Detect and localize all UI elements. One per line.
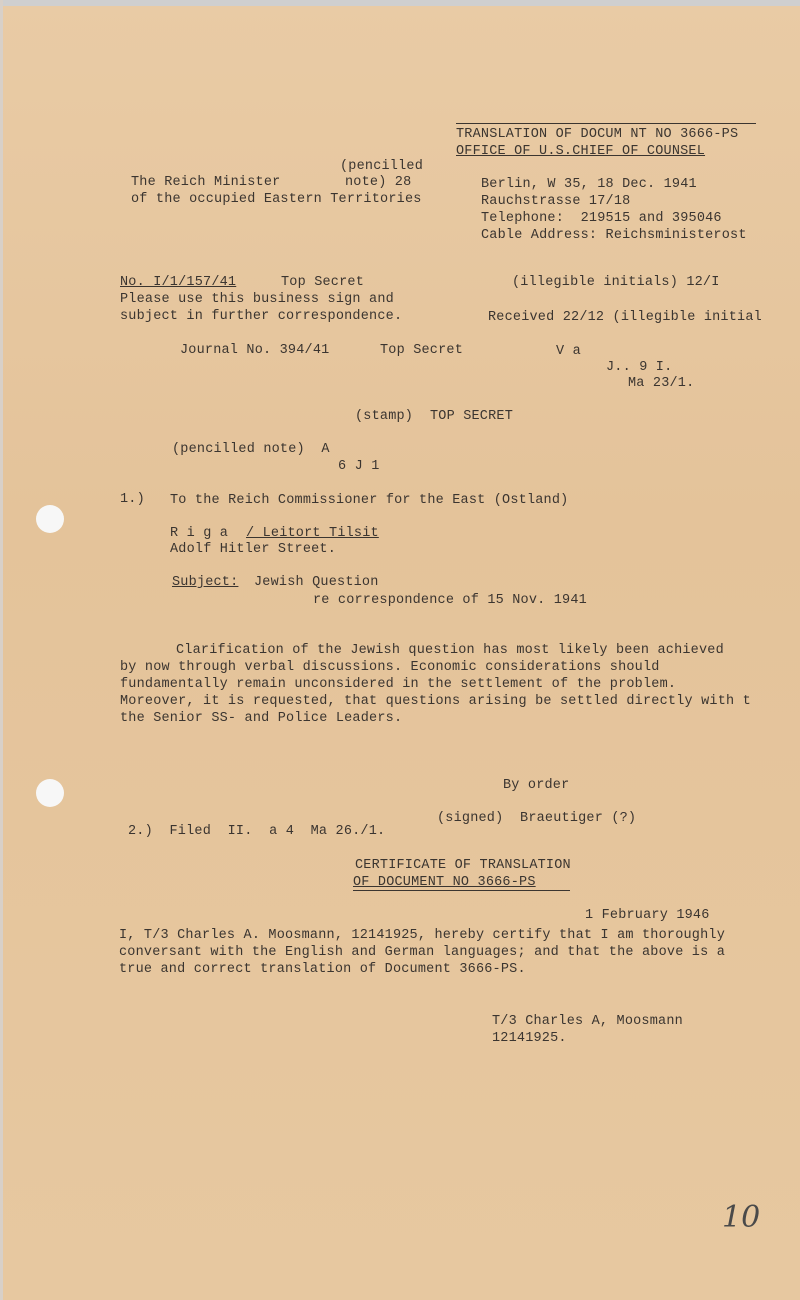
journal-number: Journal No. 394/41 (180, 343, 330, 358)
address-line-4: Cable Address: Reichsministerost (481, 228, 747, 243)
certificate-line-1: I, T/3 Charles A. Moosmann, 12141925, hereby certify that I am thoroughly (119, 928, 725, 943)
pencilled-note: note) 28 (345, 175, 412, 190)
recipient-line-1: To the Reich Commissioner for the East (Ostland) (170, 493, 569, 508)
signed-line: (signed) Braeutiger (?) (437, 811, 637, 826)
address-line-2: Rauchstrasse 17/18 (481, 194, 631, 209)
reference-initials: (illegible initials) 12/I (512, 275, 720, 290)
recipient-number: 1.) (120, 492, 145, 507)
pencilled-label: (pencilled (340, 159, 424, 174)
body-line-5: the Senior SS- and Police Leaders. (120, 711, 403, 726)
address-line-1: Berlin, W 35, 18 Dec. 1941 (481, 177, 697, 192)
translator-number: 12141925. (492, 1031, 567, 1046)
certificate-date: 1 February 1946 (585, 908, 710, 923)
body-line-1: Clarification of the Jewish question has most likely been achieved (176, 643, 724, 658)
certificate-line-2: conversant with the English and German languages; and that the above is a (119, 945, 725, 960)
subject-line-1: Jewish Question (254, 575, 379, 590)
by-order: By order (503, 778, 570, 793)
filed-line: 2.) Filed II. a 4 Ma 26./1. (128, 824, 386, 839)
subject-line-2: re correspondence of 15 Nov. 1941 (313, 593, 587, 608)
reference-instruction-2: subject in further correspondence. (120, 309, 403, 324)
address-line-3: Telephone: 219515 and 395046 (481, 211, 722, 226)
certificate-title-2: OF DOCUMENT NO 3666-PS (353, 875, 536, 890)
reference-classification: Top Secret (281, 275, 365, 290)
reference-instruction-1: Please use this business sign and (120, 292, 394, 307)
body-line-3: fundamentally remain unconsidered in the settlement of the problem. (120, 677, 677, 692)
translation-line: TRANSLATION OF DOCUM NT NO 3666-PS (456, 127, 739, 142)
pencil-note-line-1: (pencilled note) A (172, 442, 330, 457)
journal-j9: J.. 9 I. (606, 360, 673, 375)
translator-name: T/3 Charles A, Moosmann (492, 1014, 683, 1029)
office-line: OFFICE OF U.S.CHIEF OF COUNSEL (456, 144, 706, 159)
certificate-title-1: CERTIFICATE OF TRANSLATION (355, 858, 571, 873)
header-rule (456, 123, 756, 124)
scan-top-edge (0, 0, 800, 6)
body-line-4: Moreover, it is requested, that questions arising be settled directly with t (120, 694, 751, 709)
journal-ma: Ma 23/1. (628, 376, 695, 391)
certificate-line-3: true and correct translation of Document 3666-PS. (119, 962, 526, 977)
certificate-rule (353, 890, 570, 891)
recipient-riga: R i g a (170, 526, 229, 541)
journal-classification: Top Secret (380, 343, 464, 358)
punch-hole-top (36, 505, 64, 533)
sender-line-2: of the occupied Eastern Territories (131, 192, 422, 207)
stamp-text: TOP SECRET (430, 409, 514, 424)
body-line-2: by now through verbal discussions. Economic considerations should (120, 660, 660, 675)
reference-received: Received 22/12 (illegible initial (488, 310, 762, 325)
sender-line-1: The Reich Minister (131, 175, 281, 190)
stamp-label: (stamp) (355, 409, 414, 424)
subject-label: Subject: (172, 575, 239, 590)
page-number-mark: 10 (722, 1200, 761, 1235)
scan-left-edge (0, 0, 3, 1300)
pencil-note-line-2: 6 J 1 (338, 459, 380, 474)
reference-number: No. I/1/157/41 (120, 275, 237, 290)
journal-va: V a (556, 344, 581, 359)
recipient-street: Adolf Hitler Street. (170, 542, 337, 557)
punch-hole-bottom (36, 779, 64, 807)
recipient-leitort: / Leitort Tilsit (246, 526, 379, 541)
